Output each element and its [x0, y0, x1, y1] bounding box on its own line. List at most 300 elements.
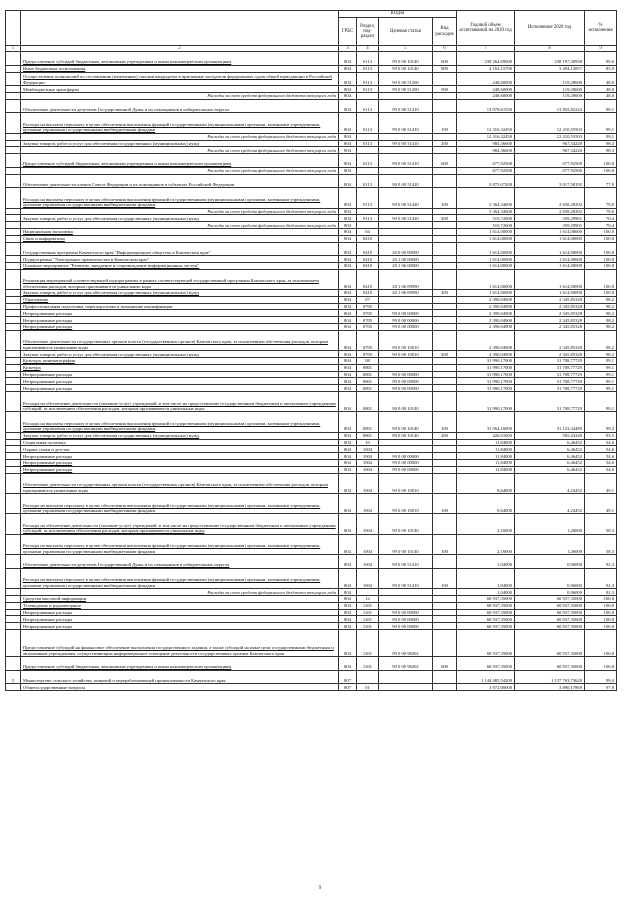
row-target-code: 99 0 00 00000	[379, 453, 433, 460]
row-description: Иные бюджетные ассигнования	[21, 65, 339, 72]
row-percent: 100,0	[585, 228, 617, 235]
row-percent: 98,2	[585, 310, 617, 317]
row-percent: 49,1	[585, 494, 617, 514]
row-grbs-code: 804	[339, 534, 357, 554]
row-target-code: 99 0 00 00000	[379, 609, 433, 616]
table-row	[6, 473, 617, 493]
row-expense-type-code: 500	[433, 86, 457, 93]
row-target-code: 99 0 00 00000	[379, 310, 433, 317]
row-number	[6, 113, 21, 133]
row-planned-amount: 510,72600	[457, 222, 515, 229]
row-target-code: 99 0 00 10140	[379, 534, 433, 554]
row-target-code	[379, 364, 433, 371]
row-grbs-code: 804	[339, 446, 357, 453]
row-number	[6, 133, 21, 140]
row-target-code: 99 0 00 51410	[379, 154, 433, 168]
table-row-federal-note	[6, 133, 617, 140]
row-target-code	[379, 439, 433, 446]
row-description: Предоставление субсидий бюджетным, автономным учреждениям и иным некоммерческим организациям	[21, 154, 339, 168]
row-expense-type-code	[433, 99, 457, 113]
row-planned-amount: 3 875,07200	[457, 174, 515, 188]
row-description: Обеспечение деятельности государственных органов власти (государственных органов) Камчатского края, за исключением обеспечения расходов, которым присваиваются уникальные коды	[21, 473, 339, 493]
row-percent: 49,1	[585, 473, 617, 493]
row-expense-type-code	[433, 256, 457, 263]
table-row-federal-note	[6, 167, 617, 174]
row-planned-amount: 1,04000	[457, 568, 515, 588]
row-section-code: 1004	[357, 514, 379, 534]
row-grbs-code: 804	[339, 208, 357, 215]
row-planned-amount: 60 937,35000	[457, 616, 515, 623]
row-percent: 54,6	[585, 453, 617, 460]
row-description: Расходы на выплаты персоналу в целях обеспечения выполнения функций государственными (муниципальными) органами, казенными учреждениями, органами управления государственными внебюджетными фондами	[21, 534, 339, 554]
row-number	[6, 589, 21, 596]
row-expense-type-code	[433, 208, 457, 215]
table-row	[6, 154, 617, 168]
row-description: Подпрограмма "Электронное правительство в Камчатском крае"	[21, 256, 339, 263]
row-planned-amount: 3 972,00000	[457, 684, 515, 691]
row-planned-amount: 60 937,35000	[457, 609, 515, 616]
row-target-code: 99 0 00 00000	[379, 371, 433, 378]
row-percent: 100,0	[585, 256, 617, 263]
table-row	[6, 296, 617, 303]
row-description: Расходы на выплаты персоналу в целях обеспечения выполнения функций государственными (муниципальными) органами, казенными учреждениями, органами управления государственными внебюджетными фондами	[21, 412, 339, 432]
table-row	[6, 188, 617, 208]
row-description: Непрограммные расходы	[21, 616, 339, 623]
row-description: Основное мероприятие "Развитие, внедрение и сопровождение информационных систем"	[21, 262, 339, 269]
row-grbs-code: 804	[339, 609, 357, 616]
row-planned-amount: 4 163,15700	[457, 65, 515, 72]
row-executed-amount: 359,29901	[515, 215, 585, 222]
row-grbs-code: 804	[339, 568, 357, 588]
row-percent: 100,0	[585, 595, 617, 602]
row-section-code: 0801	[357, 371, 379, 378]
row-section-code: 1201	[357, 657, 379, 671]
row-executed-amount: 119,28600	[515, 86, 585, 93]
row-target-code: 99 0 00 51200	[379, 86, 433, 93]
row-grbs-code: 804	[339, 310, 357, 317]
row-grbs-code: 804	[339, 494, 357, 514]
row-section-code: 1004	[357, 446, 379, 453]
row-executed-amount: 2 345,85328	[515, 303, 585, 310]
row-number	[6, 208, 21, 215]
table-row	[6, 358, 617, 365]
table-row	[6, 439, 617, 446]
row-expense-type-code	[433, 555, 457, 569]
row-executed-amount: 677,92500	[515, 167, 585, 174]
row-expense-type-code: 100	[433, 568, 457, 588]
row-section-code: 0113	[357, 86, 379, 93]
row-executed-amount: 2 345,85328	[515, 330, 585, 350]
row-section-code: 1004	[357, 494, 379, 514]
row-planned-amount: 248,60000	[457, 92, 515, 99]
row-percent: 98,3	[585, 147, 617, 154]
row-grbs-code: 804	[339, 439, 357, 446]
row-target-code: 99 0 00 98202	[379, 657, 433, 671]
row-percent: 99,1	[585, 113, 617, 133]
table-body	[6, 52, 617, 691]
row-grbs-code: 804	[339, 92, 357, 99]
row-target-code: 99 0 00 10140	[379, 514, 433, 534]
row-target-code: 99 0 00 51420	[379, 215, 433, 222]
row-description: Непрограммные расходы	[21, 609, 339, 616]
row-expense-type-code	[433, 262, 457, 269]
row-grbs-code: 804	[339, 364, 357, 371]
row-section-code	[357, 92, 379, 99]
row-percent: 100,0	[585, 235, 617, 242]
row-target-code: 99 0 00 51410	[379, 99, 433, 113]
row-percent: 98,2	[585, 351, 617, 358]
row-executed-amount: 4,24452	[515, 473, 585, 493]
row-percent: 58,3	[585, 534, 617, 554]
row-grbs-code: 804	[339, 378, 357, 385]
row-target-code: 99 0 00 00000	[379, 378, 433, 385]
row-target-code: 99 0 00 98202	[379, 629, 433, 656]
row-description: Непрограммные расходы	[21, 623, 339, 630]
row-grbs-code: 804	[339, 269, 357, 289]
row-section-code: 1201	[357, 623, 379, 630]
table-row	[6, 378, 617, 385]
row-executed-amount: 31 123,34489	[515, 412, 585, 432]
row-number	[6, 371, 21, 378]
row-percent: 70,4	[585, 215, 617, 222]
row-number	[6, 392, 21, 412]
row-expense-type-code	[433, 446, 457, 453]
table-row-federal-note	[6, 92, 617, 99]
column-number: 2	[21, 46, 339, 52]
table-row-federal-note	[6, 589, 617, 596]
row-target-code: 99 0 00 10140	[379, 65, 433, 72]
row-percent: 54,6	[585, 446, 617, 453]
row-target-code: 99 0 00 51420	[379, 188, 433, 208]
row-section-code: 0410	[357, 256, 379, 263]
row-grbs-code: 804	[339, 317, 357, 324]
row-grbs-code: 804	[339, 140, 357, 147]
row-description: Предоставление субсидий бюджетным, автономным учреждениям и иным некоммерческим организациям	[21, 52, 339, 66]
row-grbs-code: 804	[339, 65, 357, 72]
row-section-code	[357, 589, 379, 596]
table-row	[6, 670, 617, 684]
row-executed-amount: 359,29901	[515, 222, 585, 229]
row-executed-amount: 119,28600	[515, 72, 585, 86]
row-planned-amount: 1 614,00000	[457, 269, 515, 289]
row-description: Расходы на обеспечение деятельности (оказание услуг) учреждений, в том числе на предоставление государственным бюджетным и автономным учреждениям субсидий, за исключением обеспечения расходов, которым присваиваются уникальные коды	[21, 392, 339, 412]
table-row	[6, 215, 617, 222]
row-target-code: 99 0 00 10140	[379, 392, 433, 412]
row-executed-amount: 6,46452	[515, 460, 585, 467]
row-percent: 83,9	[585, 65, 617, 72]
row-expense-type-code	[433, 92, 457, 99]
row-number	[6, 317, 21, 324]
table-row	[6, 657, 617, 671]
row-number	[6, 385, 21, 392]
row-section-code: 0705	[357, 317, 379, 324]
row-executed-amount: 2 345,85328	[515, 317, 585, 324]
row-planned-amount: 31 990,17000	[457, 358, 515, 365]
row-expense-type-code	[433, 623, 457, 630]
table-row	[6, 86, 617, 93]
row-executed-amount: 6,46452	[515, 439, 585, 446]
row-expense-type-code	[433, 242, 457, 256]
row-number	[6, 446, 21, 453]
row-expense-type-code	[433, 684, 457, 691]
row-section-code: 0113	[357, 72, 379, 86]
row-section-code: 1201	[357, 609, 379, 616]
row-description: Культура	[21, 364, 339, 371]
row-target-code	[379, 303, 433, 310]
row-target-code	[379, 684, 433, 691]
row-description: Закупка товаров, работ и услуг для обеспечения государственных (муниципальных) нужд	[21, 351, 339, 358]
row-description: Расходы на обеспечение деятельности (оказание услуг) учреждений, в том числе на предоставление государственным бюджетным и автономным учреждениям субсидий, за исключением обеспечения расходов, которым присваиваются уникальные коды	[21, 514, 339, 534]
row-number	[6, 154, 21, 168]
table-row	[6, 65, 617, 72]
row-target-code	[379, 228, 433, 235]
row-expense-type-code: 200	[433, 215, 457, 222]
row-planned-amount: 60 937,35000	[457, 595, 515, 602]
row-description: Непрограммные расходы	[21, 317, 339, 324]
row-planned-amount: 2 390,04900	[457, 303, 515, 310]
header-grbs: ГРБС	[339, 18, 357, 46]
row-percent: 79,0	[585, 188, 617, 208]
row-planned-amount: 1 614,00000	[457, 262, 515, 269]
row-description: Связь и информатика	[21, 235, 339, 242]
row-expense-type-code	[433, 222, 457, 229]
row-grbs-code: 804	[339, 371, 357, 378]
row-target-code	[379, 133, 433, 140]
table-row-federal-note	[6, 222, 617, 229]
row-expense-type-code	[433, 629, 457, 656]
row-section-code	[357, 208, 379, 215]
row-executed-amount: 3 890,17869	[515, 684, 585, 691]
row-description: Непрограммные расходы	[21, 385, 339, 392]
row-description: Расходы за счет средств федерального бюджета текущего года	[21, 589, 339, 596]
table-row	[6, 303, 617, 310]
row-grbs-code: 804	[339, 412, 357, 432]
row-number	[6, 473, 21, 493]
table-row	[6, 568, 617, 588]
row-percent: 93,5	[585, 432, 617, 439]
row-target-code: 99 0 00 00000	[379, 385, 433, 392]
row-percent: 99,1	[585, 371, 617, 378]
row-number	[6, 310, 21, 317]
row-section-code	[357, 222, 379, 229]
row-expense-type-code	[433, 310, 457, 317]
row-percent: 99,1	[585, 392, 617, 412]
row-expense-type-code	[433, 303, 457, 310]
row-executed-amount: 60 937,35000	[515, 623, 585, 630]
row-executed-amount: 60 937,35000	[515, 602, 585, 609]
row-number	[6, 602, 21, 609]
row-number	[6, 324, 21, 331]
table-row	[6, 371, 617, 378]
row-section-code	[357, 133, 379, 140]
row-number	[6, 623, 21, 630]
table-row	[6, 351, 617, 358]
row-number	[6, 609, 21, 616]
row-expense-type-code: 600	[433, 52, 457, 66]
row-target-code: 99 0 00 10010	[379, 351, 433, 358]
row-percent: 99,1	[585, 133, 617, 140]
row-executed-amount: 1 614,00000	[515, 262, 585, 269]
row-section-code: 1201	[357, 629, 379, 656]
row-description: Общегосударственные вопросы	[21, 684, 339, 691]
row-description: Предоставление субсидий бюджетным, автономным учреждениям и иным некоммерческим организациям	[21, 657, 339, 671]
row-expense-type-code: 200	[433, 432, 457, 439]
table-row	[6, 72, 617, 86]
row-description: Непрограммные расходы	[21, 371, 339, 378]
row-grbs-code: 804	[339, 324, 357, 331]
row-grbs-code: 804	[339, 385, 357, 392]
row-percent: 99,1	[585, 99, 617, 113]
row-description: Национальная экономика	[21, 228, 339, 235]
row-planned-amount: 12 316,32450	[457, 133, 515, 140]
row-section-code: 0113	[357, 65, 379, 72]
row-section-code: 0705	[357, 330, 379, 350]
row-executed-amount: 60 937,35000	[515, 609, 585, 616]
row-percent: 98,2	[585, 324, 617, 331]
row-target-code: 99 0 00 00000	[379, 460, 433, 467]
row-section-code: 0410	[357, 242, 379, 256]
row-description: Закупка товаров, работ и услуг для обеспечения государственных (муниципальных) нужд	[21, 290, 339, 297]
header-cell-empty-description	[21, 11, 339, 46]
row-grbs-code: 804	[339, 174, 357, 188]
row-executed-amount: 967,34220	[515, 140, 585, 147]
row-percent: 100,0	[585, 269, 617, 289]
row-percent: 100,0	[585, 623, 617, 630]
row-target-code: 99 0 00 00000	[379, 616, 433, 623]
row-section-code: 0113	[357, 113, 379, 133]
row-planned-amount: 2 390,04900	[457, 310, 515, 317]
row-expense-type-code	[433, 174, 457, 188]
row-section-code: 0113	[357, 215, 379, 222]
table-row	[6, 684, 617, 691]
table-row	[6, 113, 617, 133]
row-grbs-code: 804	[339, 392, 357, 412]
row-number	[6, 228, 21, 235]
row-target-code: 99 0 00 10140	[379, 412, 433, 432]
row-target-code: 20 1 06 00000	[379, 262, 433, 269]
table-row-federal-note	[6, 208, 617, 215]
row-section-code: 0705	[357, 324, 379, 331]
row-executed-amount: 1 614,00000	[515, 228, 585, 235]
row-percent: 100,0	[585, 290, 617, 297]
row-executed-amount: 31 708,77729	[515, 371, 585, 378]
table-row	[6, 466, 617, 473]
row-section-code: 0801	[357, 412, 379, 432]
row-description: Непрограммные расходы	[21, 310, 339, 317]
row-section-code: 1004	[357, 460, 379, 467]
row-number	[6, 140, 21, 147]
row-grbs-code: 804	[339, 351, 357, 358]
row-planned-amount: 31 990,17000	[457, 392, 515, 412]
row-description: Телевидение и радиовещание	[21, 602, 339, 609]
row-number	[6, 378, 21, 385]
row-percent: 98,2	[585, 317, 617, 324]
row-grbs-code: 804	[339, 113, 357, 133]
row-planned-amount: 8,64000	[457, 494, 515, 514]
row-expense-type-code: 100	[433, 412, 457, 432]
row-section-code: 0705	[357, 303, 379, 310]
row-section-code: 08	[357, 358, 379, 365]
row-section-code: 0113	[357, 52, 379, 66]
row-target-code: 99 0 00 51420	[379, 174, 433, 188]
row-expense-type-code	[433, 330, 457, 350]
row-executed-amount: 1 614,00000	[515, 256, 585, 263]
row-number	[6, 86, 21, 93]
header-executed: Исполнение 2020 год	[515, 11, 585, 46]
table-row	[6, 514, 617, 534]
row-expense-type-code: 600	[433, 657, 457, 671]
row-grbs-code: 804	[339, 235, 357, 242]
row-number	[6, 290, 21, 297]
row-grbs-code: 804	[339, 473, 357, 493]
row-grbs-code: 804	[339, 188, 357, 208]
row-section-code: 0410	[357, 235, 379, 242]
row-number	[6, 242, 21, 256]
row-percent: 77,9	[585, 174, 617, 188]
column-number: 6	[433, 46, 457, 52]
row-executed-amount: 1 614,00000	[515, 290, 585, 297]
row-grbs-code: 804	[339, 242, 357, 256]
row-target-code: 20 1 06 09990	[379, 290, 433, 297]
row-expense-type-code	[433, 602, 457, 609]
row-number	[6, 514, 21, 534]
row-percent: 99,3	[585, 412, 617, 432]
row-section-code: 12	[357, 595, 379, 602]
table-row	[6, 269, 617, 289]
row-number	[6, 303, 21, 310]
row-expense-type-code: 100	[433, 188, 457, 208]
row-number	[6, 92, 21, 99]
table-row	[6, 494, 617, 514]
row-executed-amount: 31 708,77729	[515, 385, 585, 392]
row-planned-amount: 31 990,17000	[457, 371, 515, 378]
row-grbs-code: 804	[339, 555, 357, 569]
row-section-code	[357, 167, 379, 174]
row-grbs-code: 804	[339, 99, 357, 113]
row-number	[6, 269, 21, 289]
row-number	[6, 99, 21, 113]
table-row	[6, 412, 617, 432]
row-planned-amount: 248,60000	[457, 72, 515, 86]
row-target-code	[379, 208, 433, 215]
row-percent: 99,1	[585, 385, 617, 392]
row-planned-amount: 1,04000	[457, 555, 515, 569]
row-number	[6, 466, 21, 473]
header-target-article: Целевая статья	[379, 18, 433, 46]
header-section: Раздел, под-раздел	[357, 18, 379, 46]
row-number	[6, 595, 21, 602]
row-description: Обеспечение деятельности государственных органов власти (государственных органов) Камчатского края, за исключением обеспечения расходов, которым присваиваются уникальные коды	[21, 330, 339, 350]
row-number	[6, 364, 21, 371]
row-description: Расходы за счет средств федерального бюджета текущего года	[21, 167, 339, 174]
page-number: 9	[318, 886, 322, 891]
row-number	[6, 188, 21, 208]
row-expense-type-code	[433, 460, 457, 467]
row-planned-amount: 31 990,17000	[457, 378, 515, 385]
row-executed-amount: 2 658,28292	[515, 188, 585, 208]
row-expense-type-code	[433, 453, 457, 460]
row-section-code: 0801	[357, 432, 379, 439]
row-section-code: 1004	[357, 473, 379, 493]
row-description: Расходы за счет средств федерального бюджета текущего года	[21, 92, 339, 99]
row-number	[6, 262, 21, 269]
row-expense-type-code	[433, 235, 457, 242]
row-target-code	[379, 358, 433, 365]
row-grbs-code: 804	[339, 358, 357, 365]
row-grbs-code: 804	[339, 657, 357, 671]
row-description: Расходы на выплаты персоналу в целях обеспечения выполнения функций государственными (муниципальными) органами, казенными учреждениями, органами управления государственными внебюджетными фондами	[21, 568, 339, 588]
table-row	[6, 99, 617, 113]
